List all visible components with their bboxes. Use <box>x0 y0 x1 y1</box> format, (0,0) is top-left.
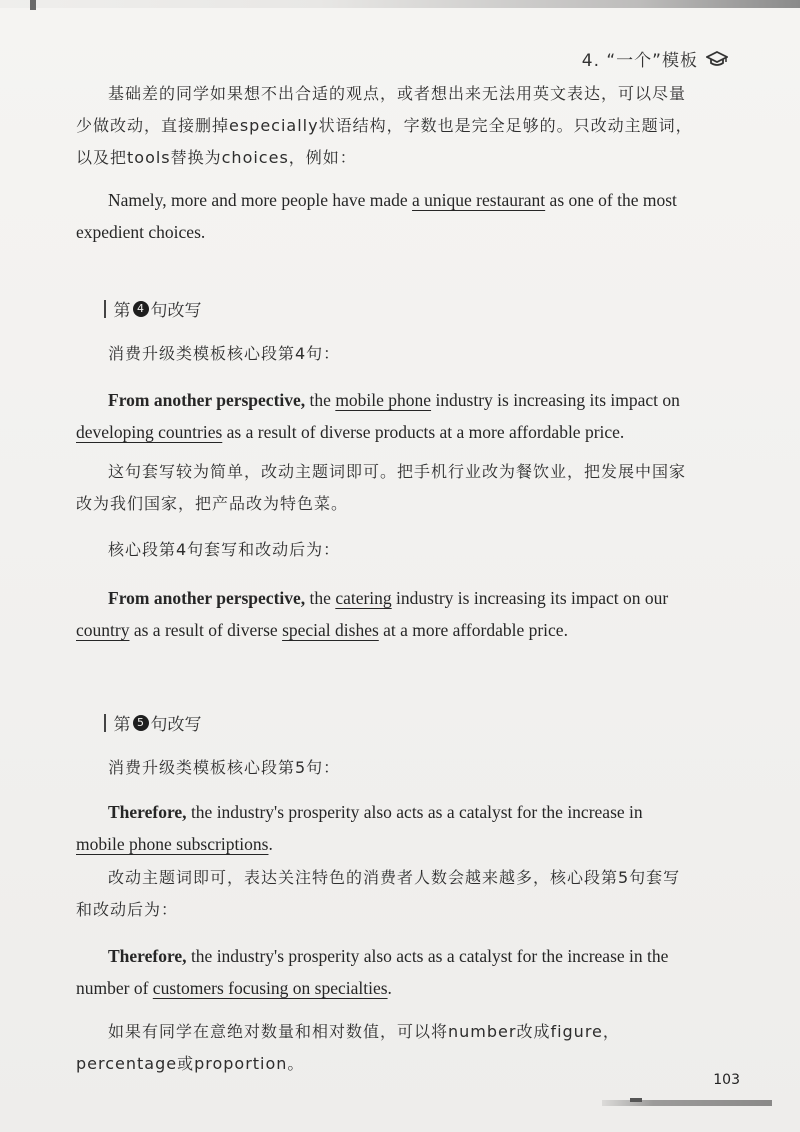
underlined-topic: catering <box>335 588 392 608</box>
underlined-topic: country <box>76 620 130 640</box>
intro-paragraph: 基础差的同学如果想不出合适的观点，或者想出来无法用英文表达，可以尽量少做改动，直接删掉especially状语结构，字数也是完全足够的。只改动主题词，以及把tools替换为choices，例如： <box>76 84 693 167</box>
example-underlined: a unique restaurant <box>412 190 546 210</box>
underlined-topic: developing countries <box>76 422 223 442</box>
sentence-lead: From another perspective, <box>108 390 306 410</box>
underlined-topic: special dishes <box>282 620 379 640</box>
heading-prefix: 第 <box>113 715 131 735</box>
section-5-body <box>76 752 694 1080</box>
underlined-topic: customers focusing on specialties <box>152 978 388 998</box>
sentence-text: . <box>268 834 273 854</box>
heading-suffix: 句改写 <box>150 715 202 735</box>
running-header <box>582 46 728 71</box>
intro-example <box>76 184 694 248</box>
section-4-original-sentence <box>76 384 694 448</box>
sentence-text: the <box>305 588 336 608</box>
heading-prefix: 第 <box>113 301 131 321</box>
chapter-title: 4. “一个”模板 <box>581 51 698 71</box>
sentence-lead: From another perspective, <box>108 588 306 608</box>
section-4-body <box>76 338 694 646</box>
section-5-note: 如果有同学在意绝对数量和相对数值，可以将number改成figure，percentage或proportion。 <box>76 1022 620 1073</box>
sentence-text: industry is increasing its impact on our <box>391 588 669 608</box>
page-bottom-mark <box>630 1098 642 1102</box>
heading-bar <box>104 300 106 318</box>
underlined-topic: mobile phone subscriptions <box>76 834 269 854</box>
section-5-rewritten-sentence <box>76 940 694 1004</box>
section-4-heading <box>104 296 202 321</box>
heading-suffix: 句改写 <box>150 301 202 321</box>
intro-block <box>76 78 694 248</box>
page-bottom-edge <box>602 1100 772 1106</box>
page-number: 103 <box>713 1072 740 1088</box>
sentence-lead: Therefore, <box>108 946 187 966</box>
example-text: Namely, more and more people have made <box>108 190 413 210</box>
section-5-original-sentence <box>76 796 694 860</box>
sentence-text: . <box>387 978 392 998</box>
sentence-text: the industry's prosperity also acts as a catalyst for the increase in <box>186 802 643 822</box>
sentence-text: the <box>305 390 336 410</box>
section-4-subtitle-2: 核心段第4句套写和改动后为： <box>108 540 341 559</box>
section-5-subtitle: 消费升级类模板核心段第5句： <box>108 758 341 777</box>
page-top-mark <box>30 0 36 10</box>
example-text-end: as one of the most expedient choices. <box>76 190 677 242</box>
sentence-text: as a result of diverse products at a more affordable price. <box>222 422 625 442</box>
section-4-explanation: 这句套写较为简单，改动主题词即可。把手机行业改为餐饮业，把发展中国家改为我们国家，把产品改为特色菜。 <box>76 462 687 513</box>
section-5-explanation: 改动主题词即可，表达关注特色的消费者人数会越来越多，核心段第5句套写和改动后为： <box>76 868 681 919</box>
section-5-heading <box>104 710 202 735</box>
graduation-cap-icon <box>706 50 728 68</box>
heading-number: 4 <box>133 301 149 317</box>
underlined-topic: mobile phone <box>335 390 432 410</box>
heading-number: 5 <box>133 715 149 731</box>
sentence-text: the industry's prosperity also acts as a catalyst for the increase in the number of <box>76 946 669 998</box>
heading-bar <box>104 714 106 732</box>
page-top-edge <box>0 0 800 8</box>
sentence-text: as a result of diverse <box>129 620 283 640</box>
sentence-text: industry is increasing its impact on <box>431 390 680 410</box>
sentence-text: at a more affordable price. <box>378 620 568 640</box>
sentence-lead: Therefore, <box>108 802 187 822</box>
section-4-subtitle: 消费升级类模板核心段第4句： <box>108 344 341 363</box>
section-4-rewritten-sentence <box>76 582 694 646</box>
